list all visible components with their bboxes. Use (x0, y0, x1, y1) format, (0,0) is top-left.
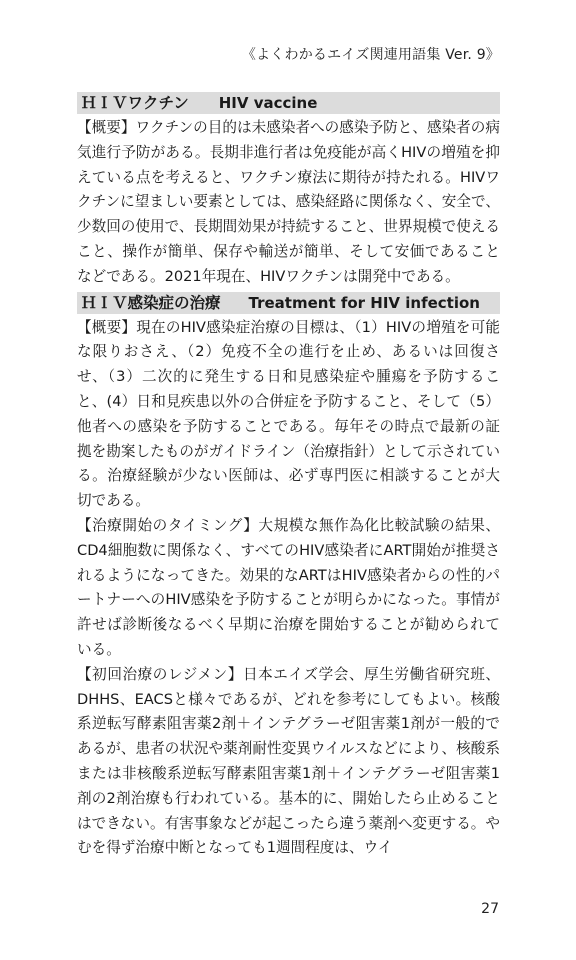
entry-paragraph: 【概要】ワクチンの目的は未感染者への感染予防と、感染者の病気進行予防がある。長期非進行者は免疫能が高くHIVの増殖を抑えている点を考えると、ワクチン療法に期待が持たれる。HIVワクチンに望ましい要素としては、感染経路に関係なく、安全で、少数回の使用で、長期間効果が持続すること、世界規模で使えること、操作が簡単、保存や輸送が簡単、そして安価であることなどである。2021年現在、HIVワクチンは開発中である。 (77, 119, 500, 285)
entry-paragraph: 【治療開始のタイミング】大規模な無作為化比較試験の結果、CD4細胞数に関係なく、すべてのHIV感染者にART開始が推奨されるようになってきた。効果的なARTはHIV感染者からの性的パートナーへのHIV感染を予防することが明らかになった。事情が許せば診断後なるべく早期に治療を開始することが勧められている。 (77, 516, 500, 658)
page-content (77, 90, 500, 861)
entry-paragraph: 【概要】現在のHIV感染症治療の目標は、（1）HIVの増殖を可能な限りおさえ、（2）免疫不全の進行を止め、あるいは回復させ、（3）二次的に発生する日和見感染症や腫瘍を予防すること、(4）日和見疾患以外の合併症を予防すること、そして（5）他者への感染を予防することである。毎年その時点で最新の証拠を勘案したものがガイドライン（治療指針）として示されている。治療経験が少ない医師は、必ず専門医に相談することが大切である。 (77, 318, 500, 510)
term-heading-jp: ＨＩＶワクチン (81, 94, 189, 112)
term-heading-jp: ＨＩＶ感染症の治療 (81, 293, 221, 312)
entry-paragraph: 【初回治療のレジメン】日本エイズ学会、厚生労働省研究班、DHHS、EACSと様々であるが、どれを参考にしてもよい。核酸系逆転写酵素阻害薬2剤＋インテグラーゼ阻害薬1剤が一般的であるが、患者の状況や薬剤耐性変異ウイルスなどにより、核酸系または非核酸系逆転写酵素阻害薬1剤＋インテグラーゼ阻害薬1剤の2剤治療も行われている。基本的に、開始したら止めることはできない。有害事象などが起こったら違う薬剤へ変更する。やむを得ず治療中断となっても1週間程度は、ウイ (77, 665, 500, 857)
page-number: 27 (481, 901, 499, 917)
term-heading-hiv-treatment (77, 292, 500, 314)
term-heading-en: Treatment for HIV infection (248, 293, 480, 312)
running-title: 《よくわかるエイズ関連用語集 Ver. 9》 (241, 47, 500, 63)
term-heading-en: HIV vaccine (218, 94, 318, 112)
term-heading-hiv-vaccine (77, 92, 500, 114)
